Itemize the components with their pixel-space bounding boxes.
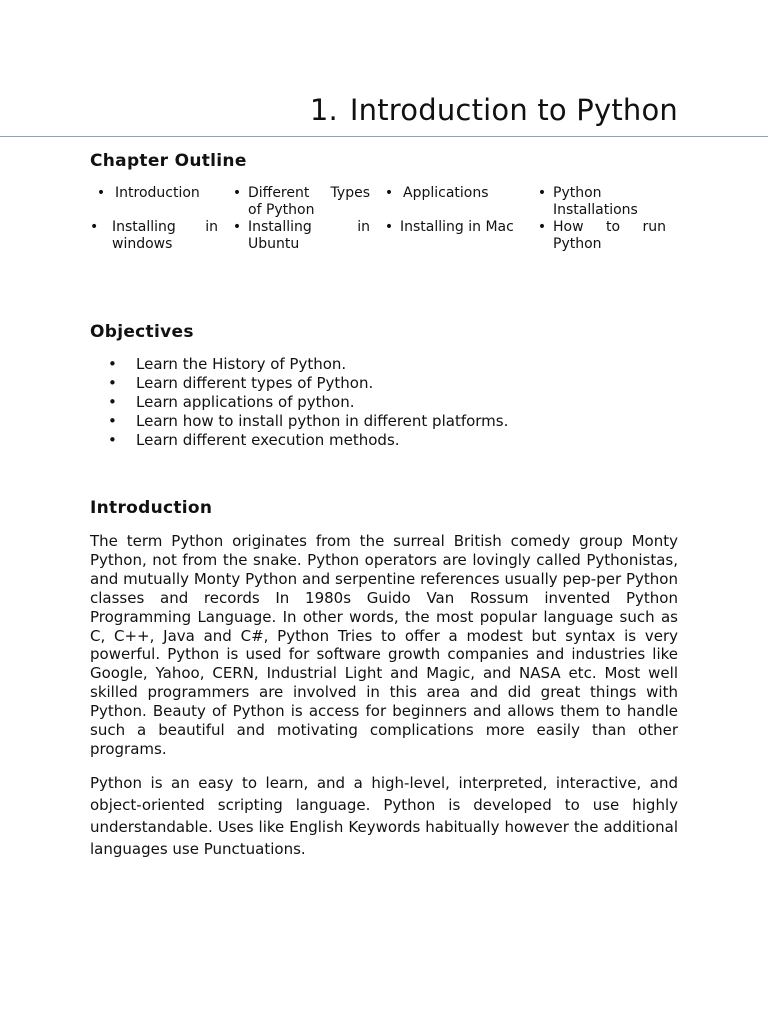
bullet-icon: • [537, 185, 547, 201]
outline-item-label: Applications [403, 185, 489, 201]
objective-text: Learn different execution methods. [136, 431, 400, 449]
outline-item [378, 185, 531, 219]
outline-item-label: Installing in windows [112, 219, 218, 252]
objective-text: Learn the History of Python. [136, 355, 347, 373]
outline-item-label: Introduction [115, 185, 200, 201]
objectives-heading: Objectives [90, 322, 194, 342]
title-divider [0, 136, 768, 137]
chapter-title-text: Introduction to Python [349, 93, 678, 127]
bullet-icon: • [90, 219, 99, 235]
chapter-outline-grid [90, 185, 678, 253]
bullet-icon: • [537, 219, 547, 235]
bullet-icon: • [96, 185, 106, 201]
objective-text: Learn how to install python in different platforms. [136, 412, 509, 430]
bullet-icon: • [108, 412, 117, 430]
outline-item-label: Installing in Mac [400, 219, 514, 235]
objectives-list [108, 355, 508, 450]
outline-item-label: Different Types of Python [248, 185, 370, 218]
list-item [108, 393, 508, 412]
introduction-heading: Introduction [90, 498, 213, 518]
outline-item [531, 185, 678, 219]
outline-item-label: Installing in Ubuntu [248, 219, 370, 252]
chapter-title [310, 93, 678, 127]
introduction-paragraph: The term Python originates from the surreal British comedy group Monty Python, not from the snake. Python operators are lovingly called Pythonistas, and mutually Monty Python and serpentine references usually pep-per Python classes and records In 1980s Guido Van Rossum invented Python Programming Language. In other words, the most popular language such as C, C++, Java and C#, Python Tries to offer a modest but syntax is very powerful. Python is used for software growth companies and industries like Google, Yahoo, CERN, Industrial Light and Magic, and NASA etc. Most well skilled programmers are involved in this area and did great things with Python. Beauty of Python is access for beginners and allows them to handle such a beautiful and motivating complications more easily than other programs. [90, 532, 678, 758]
bullet-icon: • [108, 355, 117, 373]
list-item [108, 412, 508, 431]
bullet-icon: • [108, 393, 117, 411]
list-item [108, 431, 508, 450]
outline-row [90, 219, 678, 253]
outline-item [378, 219, 531, 253]
bullet-icon: • [108, 431, 117, 449]
list-item [108, 355, 508, 374]
outline-item [531, 219, 678, 253]
outline-item-label: Python Installations [553, 185, 638, 218]
bullet-icon: • [384, 185, 394, 201]
outline-item-label: How to run Python [553, 219, 666, 252]
outline-item [90, 219, 226, 253]
chapter-number: 1. [309, 93, 338, 127]
introduction-paragraph: Python is an easy to learn, and a high-level, interpreted, interactive, and object-oriented scripting language. Python is developed to use highly understandable. Uses like English Keywords habitually however the additional languages use Punctuations. [90, 774, 678, 858]
list-item [108, 374, 508, 393]
bullet-icon: • [384, 219, 394, 235]
outline-item [226, 185, 378, 219]
objective-text: Learn applications of python. [136, 393, 355, 411]
objective-text: Learn different types of Python. [136, 374, 374, 392]
bullet-icon: • [108, 374, 117, 392]
bullet-icon: • [232, 219, 242, 235]
outline-item [90, 185, 226, 219]
outline-item [226, 219, 378, 253]
chapter-outline-heading: Chapter Outline [90, 151, 247, 171]
outline-row [90, 185, 678, 219]
bullet-icon: • [232, 185, 242, 201]
